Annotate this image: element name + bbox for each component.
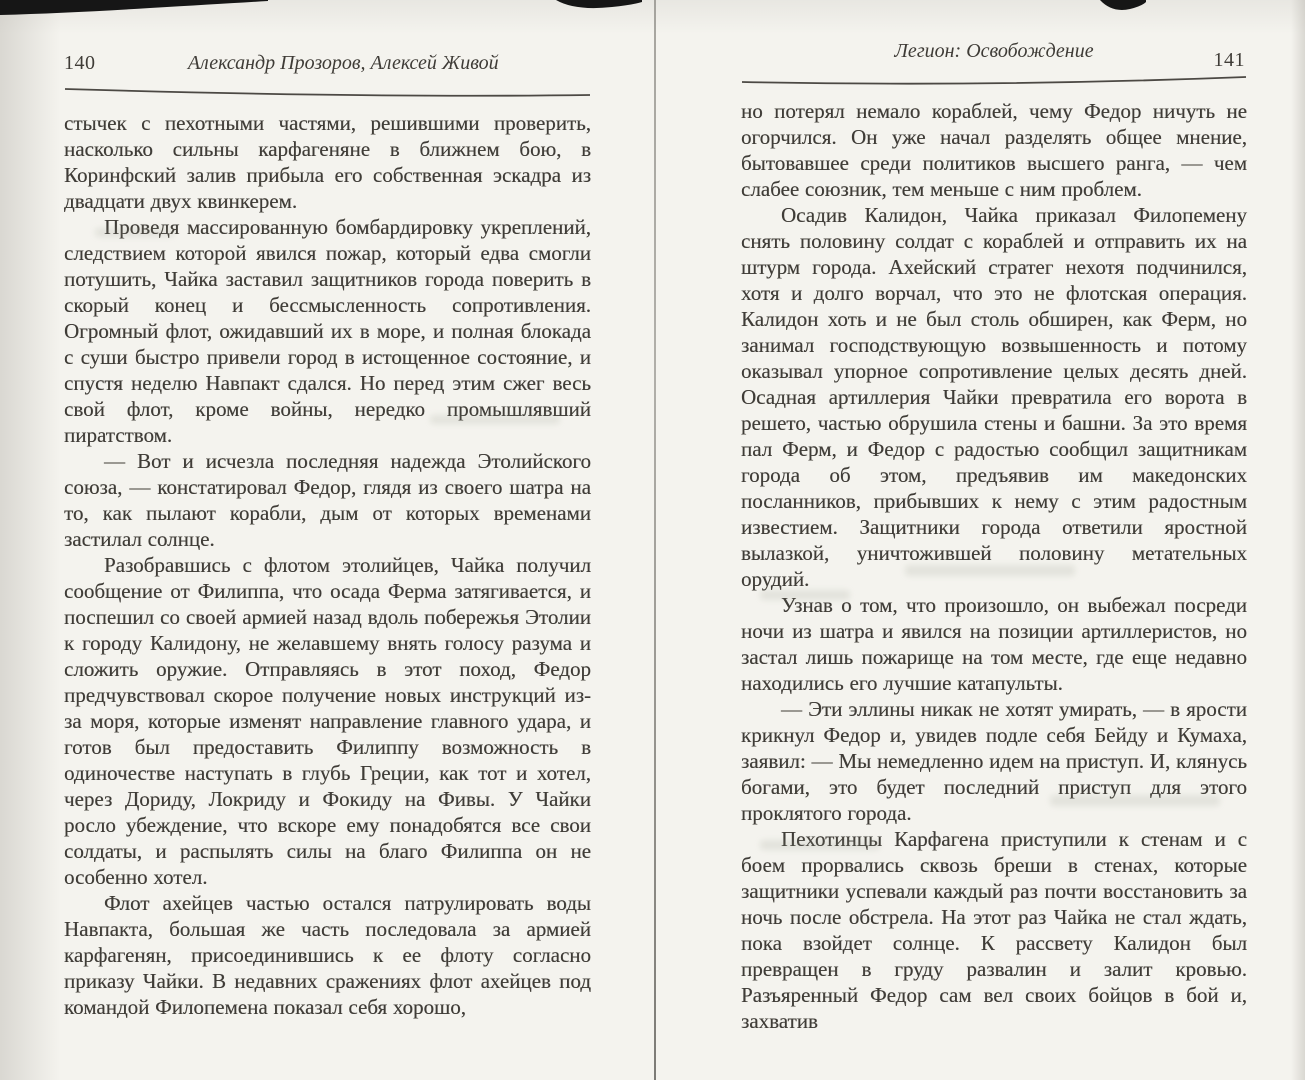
- body-paragraph: Пехотинцы Карфагена приступили к стенам и с боем прорвались сквозь бреши в стенах, которые защитники успевали каждый раз почти восстановить за ночь после обстрела. На этот раз Чайка не стал ждать, пока взойдет солнце. К рассвету Калидон был превращен в груду развалин и залит кровью. Разъяренный Федор сам вел своих бойцов в бой и, захватив: [741, 827, 1247, 1033]
- body-paragraph: Флот ахейцев частью остался патрулировать воды Навпакта, большая же часть последовала за армией карфагенян, присоединившись к ее флоту согласно приказу Чайки. В недавних сражениях флот ахейцев под командой Филопемена показал себя хорошо,: [64, 891, 591, 1019]
- left-page: [64, 52, 591, 1020]
- left-page-number: 140: [64, 52, 96, 74]
- right-header-rule: [741, 74, 1247, 88]
- right-page: [741, 40, 1247, 1034]
- scan-left-edge-shading: [0, 0, 60, 1080]
- body-paragraph: стычек с пехотными частями, решившими проверить, насколько сильны карфагеняне в ближнем бою, в Коринфский залив прибыла его собственная эскадра из двадцати двух квинкерем.: [64, 111, 591, 213]
- body-paragraph: Проведя массированную бомбардировку укреплений, следствием которой явился пожар, который едва смогли потушить, Чайка заставил защитников города поверить в скорый конец и бессмысленность сопротивления. Огромный флот, ожидавший их в море, и полная блокада с суши быстро привели город в истощенное состояние, и спустя неделю Навпакт сдался. Но перед этим сжег весь свой флот, кроме войны, нередко промышлявший пиратством.: [64, 215, 591, 447]
- body-paragraph: Узнав о том, что произошло, он выбежал посреди ночи из шатра и явился на позиции артиллеристов, но застал лишь пожарище на том месте, где еще недавно находились его лучшие катапульты.: [741, 593, 1247, 695]
- left-running-title: Александр Прозоров, Алексей Живой: [187, 52, 499, 74]
- right-page-header: [741, 40, 1247, 72]
- bleed-through-artifact: [760, 590, 850, 600]
- left-page-body: [64, 110, 591, 1020]
- body-paragraph: Разобравшись с флотом этолийцев, Чайка получил сообщение от Филиппа, что осада Ферма затягивается, и поспешил со своей армией назад вдоль побережья Этолии к городу Калидону, не желавшему внять голосу разума и сложить оружие. Отправляясь в этот поход, Федор предчувствовал скорое получение новых инструкций из-за моря, которые изменят направление главного удара, и готов был предоставить Филиппу возможность в одиночестве наступать в глубь Греции, как тот и хотел, через Дориду, Локриду и Фокиду на Фивы. У Чайки росло убеждение, что вскоре ему понадобятся все свои солдаты, и распылять силы на благо Филиппа он не особенно хотел.: [64, 553, 591, 889]
- bleed-through-artifact: [430, 415, 560, 424]
- body-paragraph: но потерял немало кораблей, чему Федор ничуть не огорчился. Он уже начал разделять общее мнение, бытовавшее среди политиков высшего ранга, — чем слабее союзник, тем меньше с ним проблем.: [741, 99, 1247, 201]
- body-paragraph: — Эти эллины никак не хотят умирать, — в ярости крикнул Федор и, увидев подле себя Бейду и Кумаха, заявил: — Мы немедленно идем на приступ. И, клянусь богами, это будет последний приступ для этого проклятого города.: [741, 697, 1247, 825]
- right-running-title: Легион: Освобождение: [894, 40, 1094, 62]
- body-paragraph: — Вот и исчезла последняя надежда Этолийского союза, — констатировал Федор, глядя из своего шатра на то, как пылают корабли, дым от которых временами застилал солнце.: [64, 449, 591, 551]
- right-page-number: 141: [1213, 49, 1245, 71]
- bleed-through-artifact: [905, 565, 1075, 576]
- bleed-through-artifact: [1050, 795, 1220, 806]
- left-header-rule: [64, 86, 591, 100]
- bleed-through-artifact: [760, 840, 880, 850]
- left-page-header: [64, 52, 591, 84]
- scan-top-shading: [0, 0, 1305, 34]
- scan-right-edge-shading: [1291, 0, 1305, 1080]
- bleed-through-artifact: [95, 228, 175, 237]
- page-gutter-line: [654, 0, 656, 1080]
- body-paragraph: Осадив Калидон, Чайка приказал Филопемену снять половину солдат с кораблей и отправить их на штурм города. Ахейский стратег нехотя подчинился, хотя и долго ворчал, что это не флотская операция. Калидон хоть и не был столь обширен, как Ферм, но занимал господствующую возвышенность и потому оказывал упорное сопротивление целых десять дней. Осадная артиллерия Чайки превратила его ворота в решето, частью обрушила стены и башни. За это время пал Ферм, и Федор с радостью сообщил защитникам города об этом, предъявив им македонских посланников, прибывших к нему с этим радостным известием. Защитники города ответили яростной вылазкой, уничтожившей половину метательных орудий.: [741, 203, 1247, 591]
